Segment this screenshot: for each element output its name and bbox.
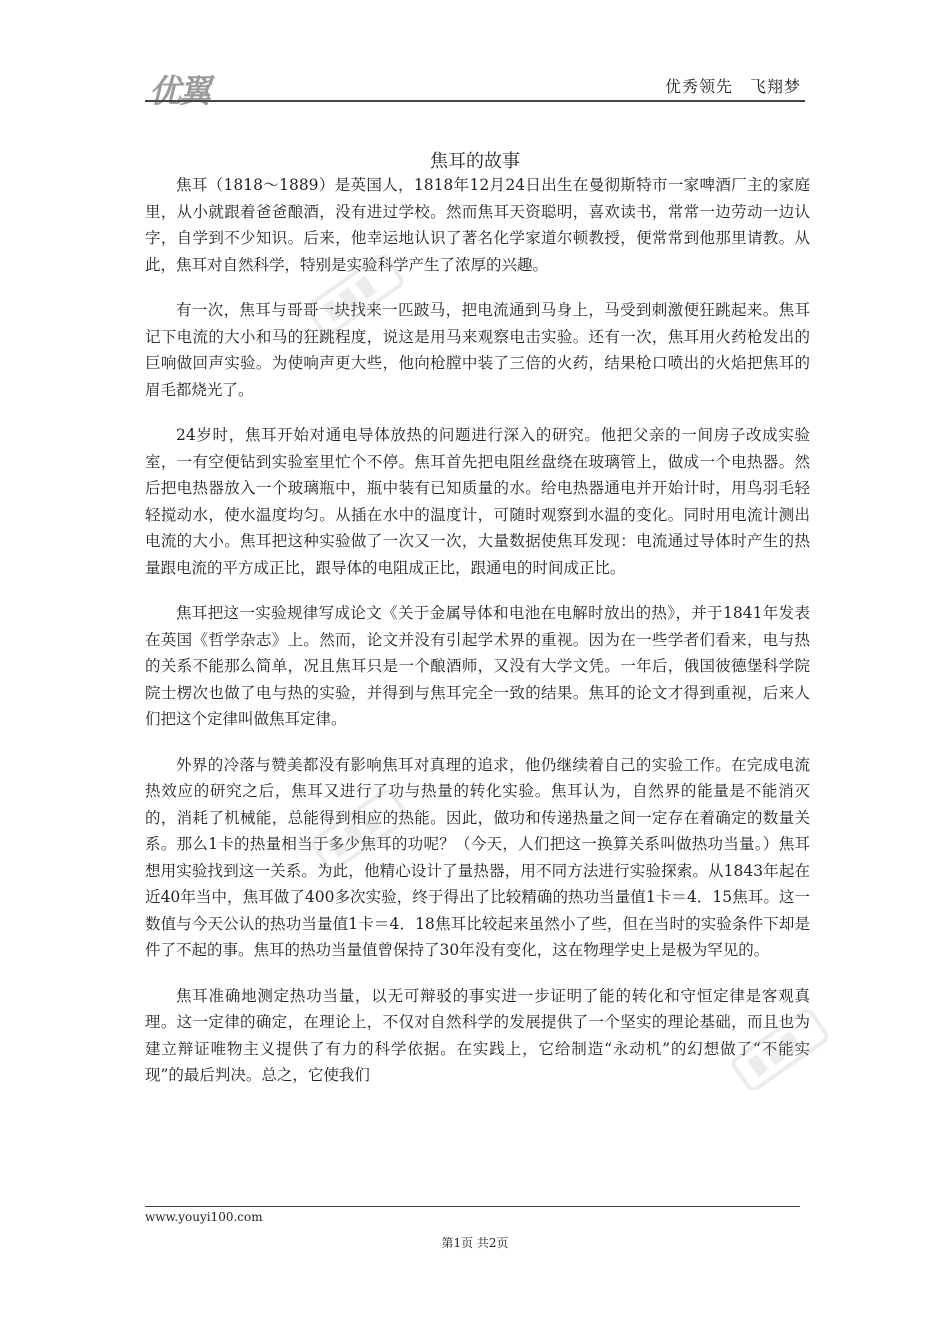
header-divider xyxy=(145,100,805,102)
footer-divider xyxy=(145,1206,800,1207)
page-header xyxy=(145,58,805,110)
page-number: 第1页 共2页 xyxy=(441,1236,509,1250)
document-title: 焦耳的故事 xyxy=(430,151,520,172)
paragraph-6: 焦耳准确地测定热功当量，以无可辩驳的事实进一步证明了能的转化和守恒定律是客观真理。这一定律的确定，在理论上，不仅对自然科学的发展提供了一个坚实的理论基础，而且也为建立辩证唯物主义提供了有力的科学依据。在实践上，它给制造“永动机”的幻想做了“不能实现”的最后判决。总之，它使我们 xyxy=(145,986,810,1084)
footer-url: www.youyi100.com xyxy=(145,1210,263,1224)
brand-logo: 优翼 xyxy=(149,72,210,110)
paragraph-2: 有一次，焦耳与哥哥一块找来一匹跛马，把电流通到马身上，马受到刺激便狂跳起来。焦耳记下电流的大小和马的狂跳程度，说这是用马来观察电击实验。还有一次，焦耳用火药枪发出的巨响做回声实验。为使响声更大些，他向枪膛中装了三倍的火药，结果枪口喷出的火焰把焦耳的眉毛都烧光了。 xyxy=(145,301,810,399)
document-body xyxy=(145,172,810,1108)
paragraph-5: 外界的冷落与赞美都没有影响焦耳对真理的追求，他仍继续着自己的实验工作。在完成电流热效应的研究之后，焦耳又进行了功与热量的转化实验。焦耳认为，自然界的能量是不能消灭的，消耗了机械能，总能得到相应的热能。因此，做功和传递热量之间一定存在着确定的数量关系。那么1卡的热量相当于多少焦耳的功呢？（今天，人们把这一换算关系叫做热功当量。）焦耳想用实验找到这一关系。为此，他精心设计了量热器，用不同方法进行实验探索。从1843年起在近40年当中，焦耳做了400多次实验，终于得出了比较精确的热功当量值1卡＝4．15焦耳。这一数值与今天公认的热功当量值1卡＝4．18焦耳比较起来虽然小了些，但在当时的实验条件下却是件了不起的事。焦耳的热功当量值曾保持了30年没有变化，这在物理学史上是极为罕见的。 xyxy=(145,755,810,959)
paragraph-1: 焦耳（1818～1889）是英国人，1818年12月24日出生在曼彻斯特市一家啤酒厂主的家庭里，从小就跟着爸爸酿酒，没有进过学校。然而焦耳天资聪明，喜欢读书，常常一边劳动一边认字，自学到不少知识。后来，他幸运地认识了著名化学家道尔顿教授，便常常到他那里请教。从此，焦耳对自然科学，特别是实验科学产生了浓厚的兴趣。 xyxy=(145,176,810,274)
paragraph-4: 焦耳把这一实验规律写成论文《关于金属导体和电池在电解时放出的热》，并于1841年发表在英国《哲学杂志》上。然而，论文并没有引起学术界的重视。因为在一些学者们看来，电与热的关系不能那么简单，况且焦耳只是一个酿酒师，又没有大学文凭。一年后，俄国彼德堡科学院院士楞次也做了电与热的实验，并得到与焦耳完全一致的结果。焦耳的论文才得到重视，后来人们把这个定律叫做焦耳定律。 xyxy=(145,604,810,728)
header-slogan: 优秀领先 飞翔梦 xyxy=(664,77,801,96)
paragraph-3: 24岁时，焦耳开始对通电导体放热的问题进行深入的研究。他把父亲的一间房子改成实验室，一有空便钻到实验室里忙个不停。焦耳首先把电阻丝盘绕在玻璃管上，做成一个电热器。然后把电热器放入一个玻璃瓶中，瓶中装有已知质量的水。给电热器通电并开始计时，用鸟羽毛轻轻搅动水，使水温度均匀。从插在水中的温度计，可随时观察到水温的变化。同时用电流计测出电流的大小。焦耳把这种实验做了一次又一次，大量数据使焦耳发现：电流通过导体时产生的热量跟电流的平方成正比，跟导体的电阻成正比，跟通电的时间成正比。 xyxy=(145,426,810,577)
